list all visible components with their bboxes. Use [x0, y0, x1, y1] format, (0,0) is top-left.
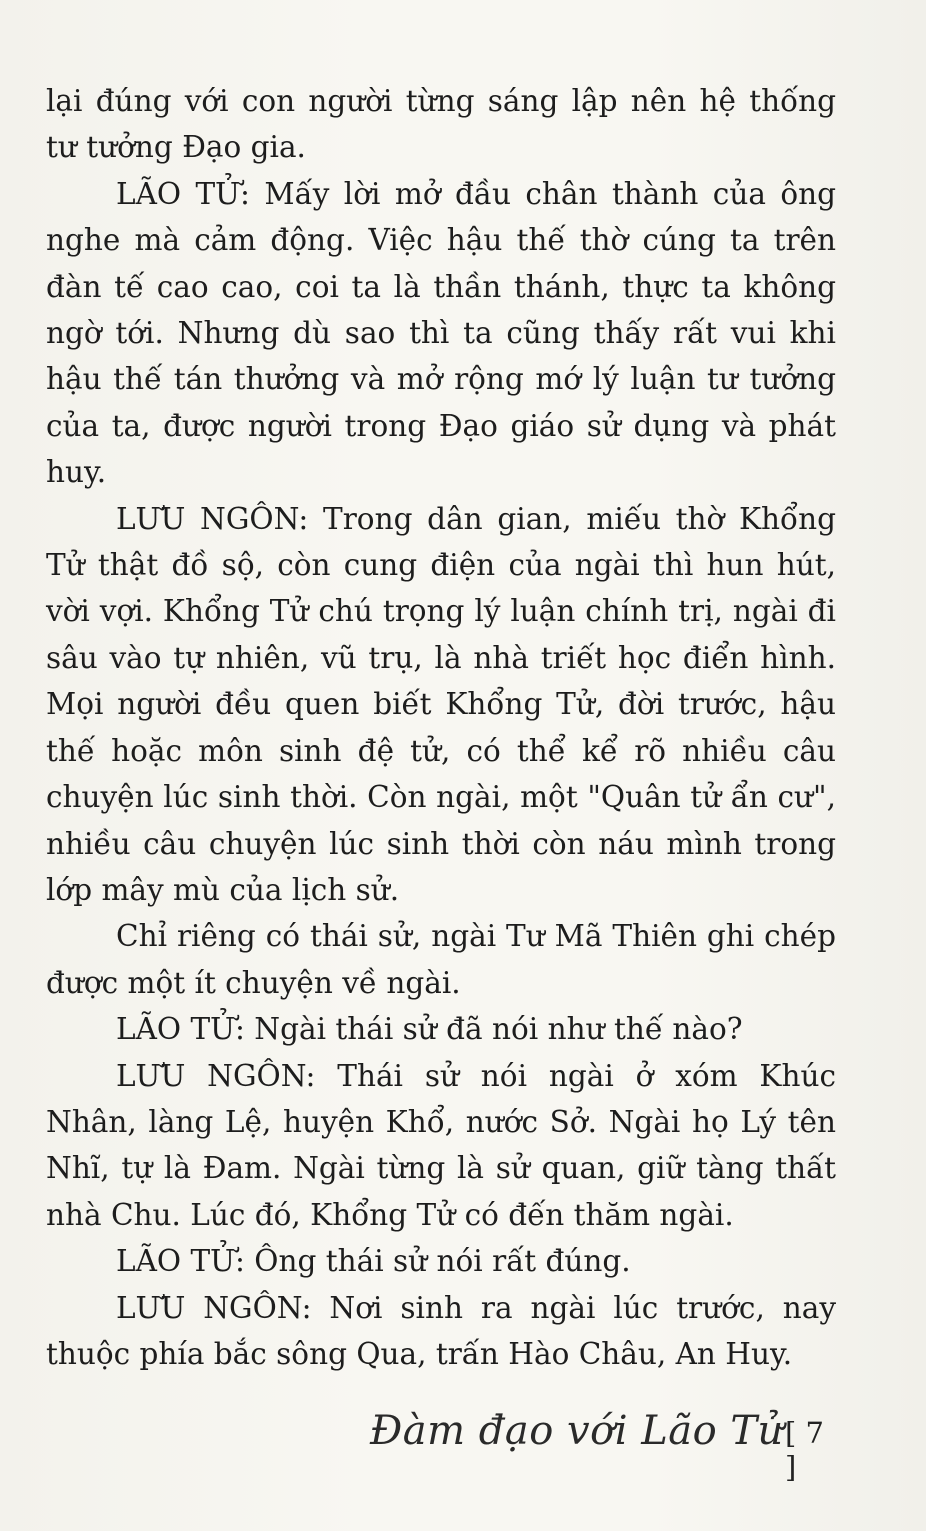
page-body-text — [46, 78, 836, 1377]
paragraph-luu-ngon-biography: LƯU NGÔN: Thái sử nói ngài ở xóm Khúc Nhân, làng Lệ, huyện Khổ, nước Sở. Ngài họ Lý tên Nhĩ, tự là Đam. Ngài từng là sử quan, giữ tàng thất nhà Chu. Lúc đó, Khổng Tử có đến thăm ngài. — [46, 1058, 836, 1232]
paragraph-luu-ngon-intro: LƯU NGÔN: Trong dân gian, miếu thờ Khổng Tử thật đồ sộ, còn cung điện của ngài thì hun hút, vời vợi. Khổng Tử chú trọng lý luận chính trị, ngài đi sâu vào tự nhiên, vũ trụ, là nhà triết học điển hình. Mọi người đều quen biết Khổng Tử, đời trước, hậu thế hoặc môn sinh đệ tử, có thể kể rõ nhiều câu chuyện lúc sinh thời. Còn ngài, một "Quân tử ẩn cư", nhiều câu chuyện lúc sinh thời còn náu mình trong lớp mây mù của lịch sử. — [46, 501, 836, 907]
paragraph-lao-tu-confirm: LÃO TỬ: Ông thái sử nói rất đúng. — [116, 1244, 631, 1279]
paragraph-historian-note: Chỉ riêng có thái sử, ngài Tư Mã Thiên ghi chép được một ít chuyện về ngài. — [46, 919, 836, 1000]
page-number: [ 7 ] — [785, 1416, 824, 1484]
paragraph-continuation: lại đúng với con người từng sáng lập nên hệ thống tư tưởng Đạo gia. — [46, 84, 836, 165]
paragraph-lao-tu-question: LÃO TỬ: Ngài thái sử đã nói như thế nào? — [116, 1012, 743, 1047]
paragraph-lao-tu-reply: LÃO TỬ: Mấy lời mở đầu chân thành của ông nghe mà cảm động. Việc hậu thế thờ cúng ta trên đàn tế cao cao, coi ta là thần thánh, thực ta không ngờ tới. Nhưng dù sao thì ta cũng thấy rất vui khi hậu thế tán thưởng và mở rộng mớ lý luận tư tưởng của ta, được người trong Đạo giáo sử dụng và phát huy. — [46, 176, 836, 490]
paragraph-luu-ngon-birthplace: LƯU NGÔN: Nơi sinh ra ngài lúc trước, nay thuộc phía bắc sông Qua, trấn Hào Châu, An Huy. — [46, 1290, 836, 1371]
page-footer — [360, 1402, 840, 1484]
running-title: Đàm đạo với Lão Tử — [370, 1408, 784, 1454]
